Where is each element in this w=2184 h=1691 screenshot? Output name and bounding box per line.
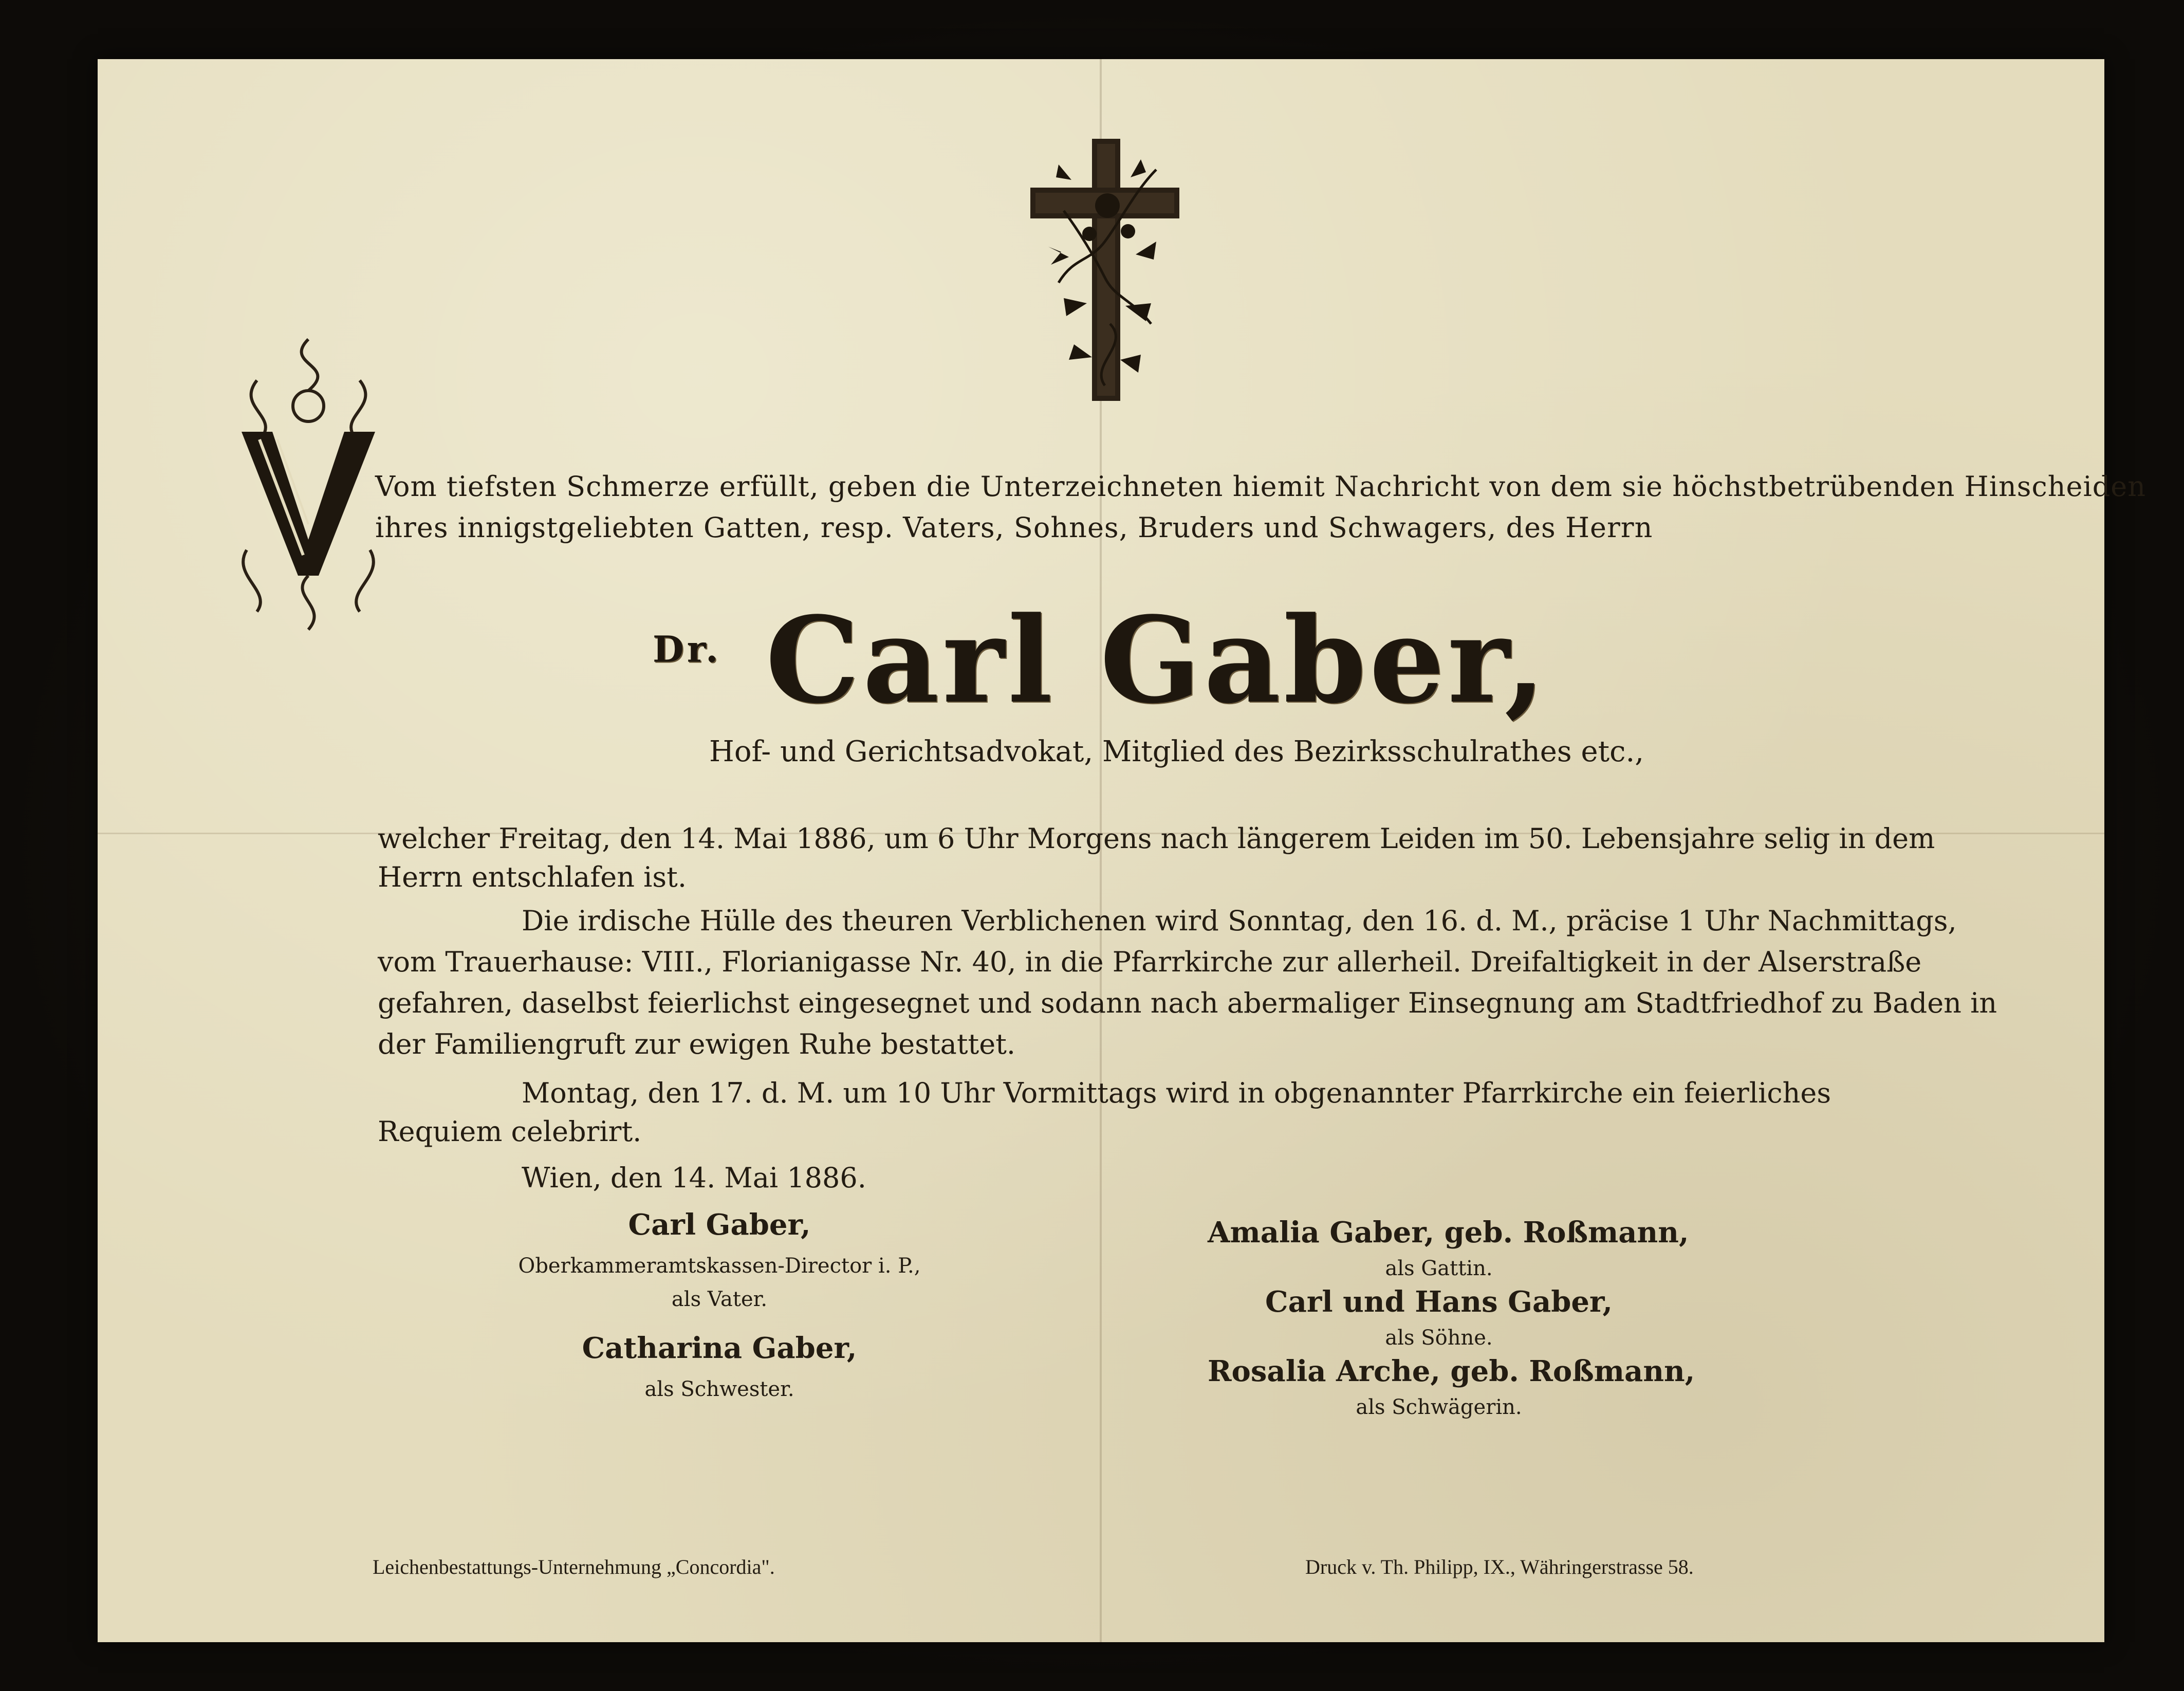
signatory-role: Oberkammeramtskassen-Director i. P., [518, 1254, 921, 1278]
body-p1-line1: welcher Freitag, den 14. Mai 1886, um 6 Uhr Morgens nach längerem Leiden im 50. Lebensjahre selig in dem [378, 822, 1935, 855]
cross-with-vines-icon [1028, 128, 1182, 411]
signatory-role: als Gattin. [1385, 1257, 1493, 1280]
intro-line-1: Vom tiefsten Schmerze erfüllt, geben die Unterzeichneten hiemit Nachricht von dem sie höchstbetrübenden Hinscheiden [375, 470, 2146, 503]
signatory-name: Amalia Gaber, geb. Roßmann, [1208, 1216, 1689, 1249]
deceased-name-heading [653, 591, 1548, 730]
footer-undertaker: Leichenbestattungs-Unternehmung „Concordia". [373, 1555, 775, 1578]
deceased-subtitle: Hof- und Gerichtsadvokat, Mitglied des Bezirksschulrathes etc., [709, 735, 1644, 768]
signatory-name: Carl und Hans Gaber, [1265, 1285, 1613, 1319]
signatory-role: als Söhne. [1385, 1326, 1493, 1350]
intro-line-2: ihres innigstgeliebten Gatten, resp. Vaters, Sohnes, Bruders und Schwagers, des Herrn [375, 511, 1653, 544]
body-p1-line2: Herrn entschlafen ist. [378, 861, 687, 893]
signatory-role: als Vater. [671, 1288, 768, 1311]
signatory-role: als Schwester. [644, 1377, 794, 1401]
body-p3-line2: Requiem celebrirt. [378, 1115, 642, 1148]
body-p3-line1: Montag, den 17. d. M. um 10 Uhr Vormittags wird in obgenannter Pfarrkirche ein feierliches [522, 1077, 1831, 1109]
signatory-name: Catharina Gaber, [582, 1331, 857, 1365]
body-p2-line4: der Familiengruft zur ewigen Ruhe bestattet. [378, 1028, 1016, 1060]
signatory-name: Rosalia Arche, geb. Roßmann, [1208, 1354, 1695, 1388]
body-p2-line2: vom Trauerhause: VIII., Florianigasse Nr. 40, in die Pfarrkirche zur allerheil. Dreifaltigkeit in der Alserstraße [378, 946, 1922, 978]
ornamental-initial-v-icon [226, 334, 391, 632]
deceased-name: Carl Gaber, [765, 591, 1549, 730]
title-prefix: Dr. [653, 628, 721, 671]
body-p2-line3: gefahren, daselbst feierlichst eingesegnet und sodann nach abermaliger Einsegnung am Stadtfriedhof zu Baden in [378, 987, 1997, 1019]
place-date: Wien, den 14. Mai 1886. [522, 1162, 866, 1194]
body-p2-line1: Die irdische Hülle des theuren Verblichenen wird Sonntag, den 16. d. M., präcise 1 Uhr Nachmittags, [522, 905, 1957, 937]
footer-printer: Druck v. Th. Philipp, IX., Währingerstrasse 58. [1305, 1555, 1694, 1578]
signatory-name: Carl Gaber, [628, 1208, 811, 1242]
signatory-role: als Schwägerin. [1356, 1395, 1522, 1419]
